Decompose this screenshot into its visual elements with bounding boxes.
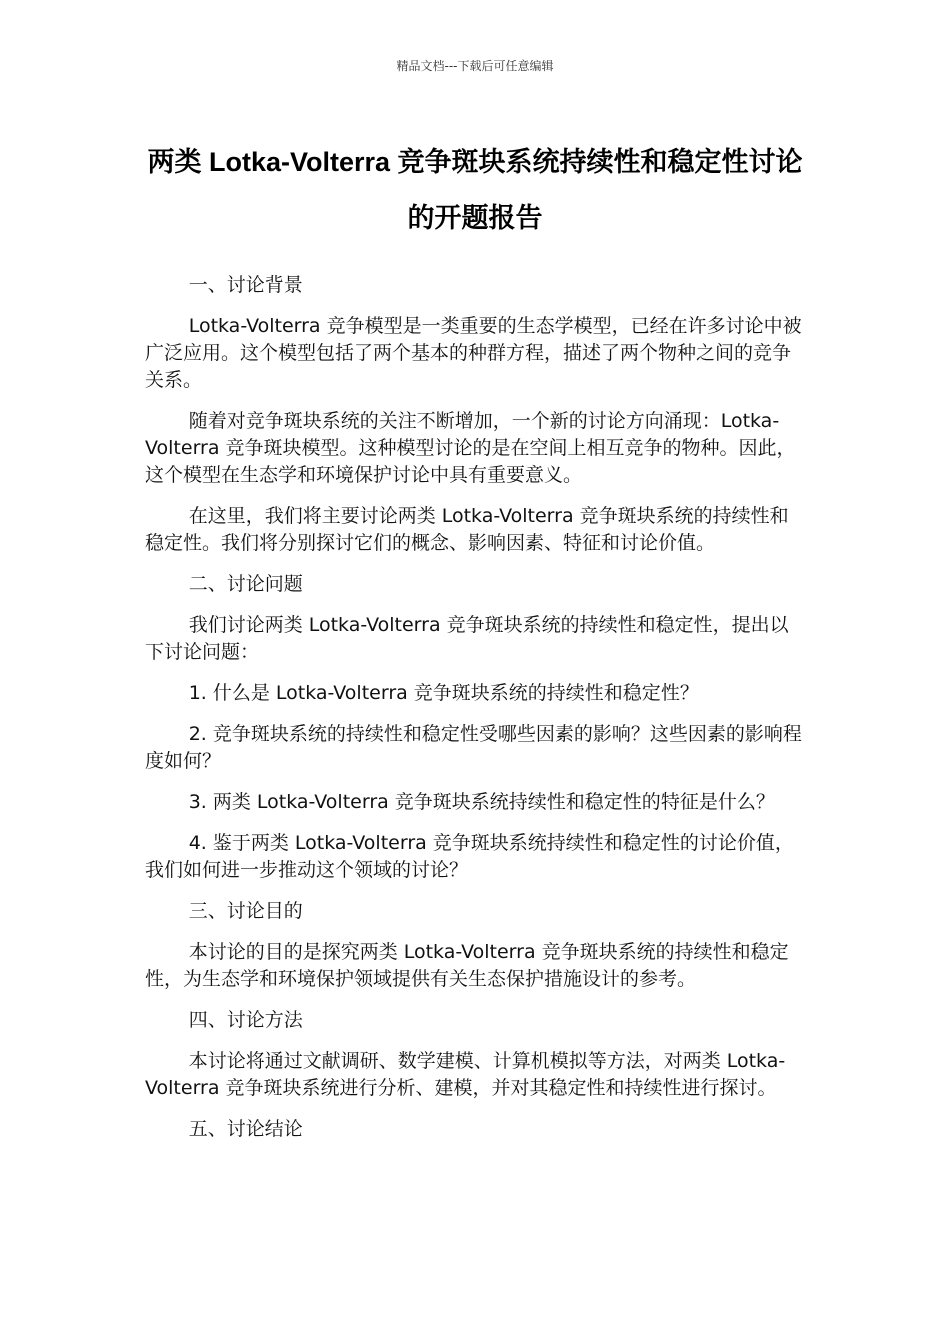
section-heading-purpose: 三、讨论目的 [188,900,303,922]
document-title: 两类 Lotka-Volterra 竞争斑块系统持续性和稳定性讨论的开题报告 [147,147,803,233]
paragraph-background-1: Lotka-Volterra 竞争模型是一类重要的生态学模型，已经在许多讨论中被广泛应用。这个模型包括了两个基本的种群方程，描述了两个物种之间的竞争关系。 [145,315,802,391]
question-item-1: 1. 什么是 Lotka-Volterra 竞争斑块系统的持续性和稳定性？ [188,682,699,704]
question-item-3: 3. 两类 Lotka-Volterra 竞争斑块系统持续性和稳定性的特征是什么？ [188,791,775,813]
section-heading-conclusion: 五、讨论结论 [188,1118,303,1140]
paragraph-methods: 本讨论将通过文献调研、数学建模、计算机模拟等方法，对两类 Lotka-Volterra 竞争斑块系统进行分析、建模，并对其稳定性和持续性进行探讨。 [145,1050,786,1099]
section-heading-methods: 四、讨论方法 [188,1009,303,1031]
paragraph-purpose: 本讨论的目的是探究两类 Lotka-Volterra 竞争斑块系统的持续性和稳定性，为生态学和环境保护领域提供有关生态保护措施设计的参考。 [145,941,789,990]
document-body [145,272,805,1157]
section-heading-background: 一、讨论背景 [188,274,303,296]
paragraph-background-3: 在这里，我们将主要讨论两类 Lotka-Volterra 竞争斑块系统的持续性和稳定性。我们将分别探讨它们的概念、影响因素、特征和讨论价值。 [145,505,789,554]
question-item-2: 2. 竞争斑块系统的持续性和稳定性受哪些因素的影响？这些因素的影响程度如何？ [145,723,802,772]
paragraph-questions-intro: 我们讨论两类 Lotka-Volterra 竞争斑块系统的持续性和稳定性，提出以下讨论问题： [145,614,789,663]
paragraph-background-2: 随着对竞争斑块系统的关注不断增加，一个新的讨论方向涌现：Lotka-Volterra 竞争斑块模型。这种模型讨论的是在空间上相互竞争的物种。因此，这个模型在生态学和环境保护讨论中具有重要意义。 [145,410,796,486]
header-note: 精品文档---下载后可任意编辑 [396,59,554,73]
question-item-4: 4. 鉴于两类 Lotka-Volterra 竞争斑块系统持续性和稳定性的讨论价值，我们如何进一步推动这个领域的讨论？ [145,832,794,881]
section-heading-questions: 二、讨论问题 [188,573,303,595]
